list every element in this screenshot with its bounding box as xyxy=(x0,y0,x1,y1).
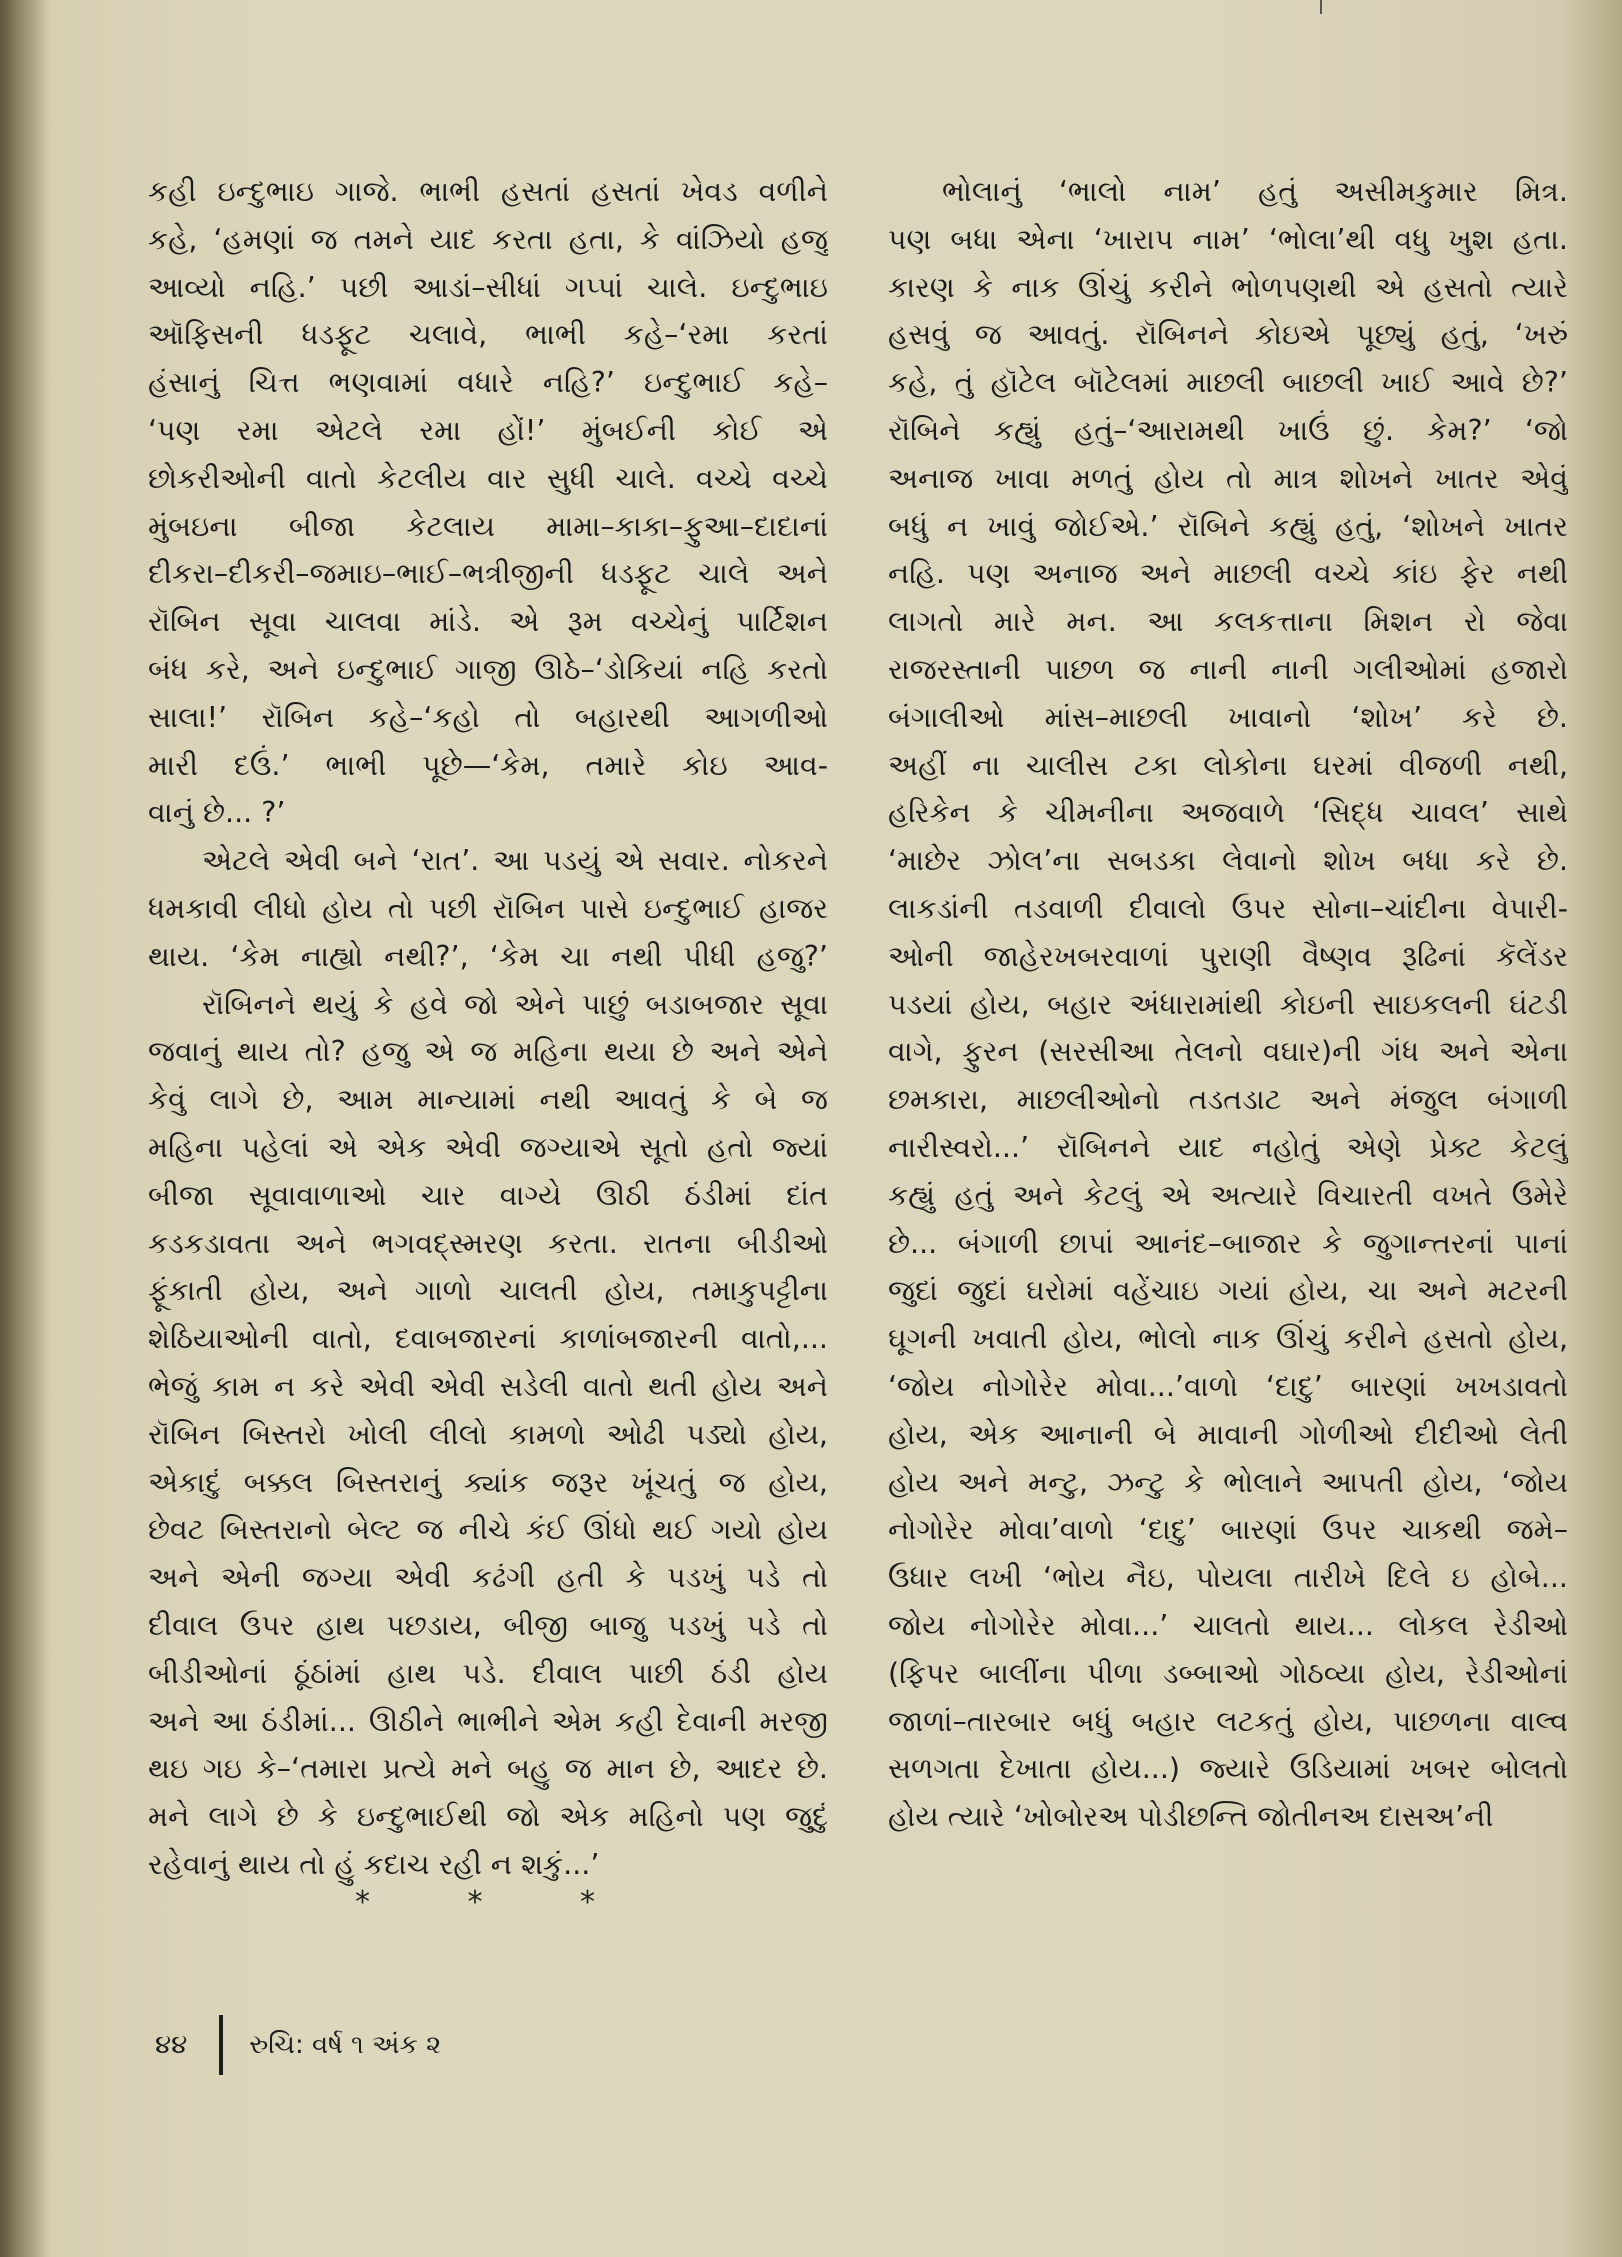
text-line: ભેજું કામ ન કરે એવી એવી સડેલી વાતો થતી હોય અને xyxy=(148,1369,828,1403)
text-line: એટલે એવી બને ‘રાત’. આ પડયું એ સવાર. નોકરને xyxy=(202,844,828,878)
text-line: કહે, તું હૉટેલ બૉટેલમાં માછલી બાછલી ખાઈ આવે છે?’ xyxy=(888,366,1568,400)
text-line: આવ્યો નહિ.’ પછી આડાં–સીધાં ગપ્પાં ચાલે. ઇન્દુભાઇ xyxy=(148,270,828,304)
text-line: રાજરસ્તાની પાછળ જ નાની નાની ગલીઓમાં હજારો xyxy=(888,652,1568,686)
text-line: મહિના પહેલાં એ એક એવી જગ્યાએ સૂતો હતો જ્યાં xyxy=(148,1130,828,1164)
text-line: નારીસ્વરો...’ રૉબિનને યાદ નહોતું એણે પ્રેક્ટ કેટલું xyxy=(888,1130,1568,1164)
text-line: ફૂંકાતી હોય, અને ગાળો ચાલતી હોય, તમાકુપટ્ટીના xyxy=(148,1274,828,1308)
right-text-column xyxy=(888,168,1568,1841)
text-line: હરિકેન કે ચીમનીના અજવાળે ‘સિદ્ધ ચાવલ’ સાથે xyxy=(888,796,1568,830)
text-line: લાગતો મારે મન. આ કલકત્તાના મિશન રો જેવા xyxy=(888,605,1568,639)
text-line: કડકડાવતા અને ભગવદ્સ્મરણ કરતા. રાતના બીડીઓ xyxy=(148,1226,828,1260)
text-line: ‘પણ રમા એટલે રમા હોં!’ મુંબઈની કોઈ એ xyxy=(148,413,828,447)
text-line: અને આ ઠંડીમાં... ઊઠીને ભાભીને એમ કહી દેવાની મરજી xyxy=(148,1704,828,1738)
text-line: અનાજ ખાવા મળતું હોય તો માત્ર શોખને ખાતર એવું xyxy=(888,461,1568,495)
text-line: જાળાં–તારબાર બધું બહાર લટકતું હોય, પાછળના વાલ્વ xyxy=(888,1704,1568,1738)
page-number: ૪૪ xyxy=(155,2029,188,2060)
text-line: છોકરીઓની વાતો કેટલીય વાર સુધી ચાલે. વચ્ચે વચ્ચે xyxy=(148,461,828,495)
text-line: રૉબિન બિસ્તરો ખોલી લીલો કામળો ઓઢી પડ્યો હોય, xyxy=(148,1417,828,1451)
text-line: જોય નોગોરેર મોવા...’ ચાલતો થાય... લોકલ રેડીઓ xyxy=(888,1608,1568,1642)
text-line: હોય, એક આનાની બે માવાની ગોળીઓ દીદીઓ લેતી xyxy=(888,1417,1568,1451)
text-line: લાકડાંની તડવાળી દીવાલો ઉપર સોના–ચાંદીના વેપારી- xyxy=(888,891,1568,925)
text-line: કેવું લાગે છે, આમ માન્યામાં નથી આવતું કે બે જ xyxy=(148,1083,828,1117)
text-line: એકાદું બક્કલ બિસ્તરાનું ક્યાંક જરૂર ખૂંચતું જ હોય, xyxy=(148,1465,828,1499)
text-line: બધું ન ખાવું જોઈએ.’ રૉબિને કહ્યું હતું, ‘શોખને ખાતર xyxy=(888,509,1568,543)
text-line: દીકરા–દીકરી–જમાઇ–ભાઈ–ભત્રીજીની ધડફૂટ ચાલે અને xyxy=(148,557,828,591)
text-line: હોય ત્યારે ‘ખોબોરઅ પોડીછન્તિ જોતીનઅ દાસઅ’ની xyxy=(888,1800,1494,1834)
text-line: થઇ ગઇ કે–‘તમારા પ્રત્યે મને બહુ જ માન છે, આદર છે. xyxy=(148,1752,828,1786)
text-line: પડયાં હોય, બહાર અંધારામાંથી કોઇની સાઇકલની ઘંટડી xyxy=(888,987,1568,1021)
text-line: રહેવાનું થાય તો હું કદાચ રહી ન શકું...’ xyxy=(148,1847,600,1881)
text-line: છે... બંગાળી છાપાં આનંદ–બાજાર કે જુગાન્તરનાં પાનાં xyxy=(888,1226,1568,1260)
text-line: છમકારા, માછલીઓનો તડતડાટ અને મંજુલ બંગાળી xyxy=(888,1083,1568,1117)
text-line: મારી દઉં.’ ભાભી પૂછે—‘કેમ, તમારે કોઇ આવ- xyxy=(148,748,828,782)
text-line: કહે, ‘હમણાં જ તમને યાદ કરતા હતા, કે વાંઝિયો હજુ xyxy=(148,222,828,256)
text-line: બીડીઓનાં ઠૂંઠાંમાં હાથ પડે. દીવાલ પાછી ઠંડી હોય xyxy=(148,1656,828,1690)
text-line: મુંબઇના બીજા કેટલાય મામા–કાકા–ફુઆ–દાદાનાં xyxy=(148,509,828,543)
footer-divider xyxy=(219,2015,223,2075)
text-line: ‘માછેર ઝોલ’ના સબડકા લેવાનો શોખ બધા કરે છે. xyxy=(888,844,1568,878)
text-line: બીજા સૂવાવાળાઓ ચાર વાગ્યે ઊઠી ઠંડીમાં દાંત xyxy=(148,1178,828,1212)
left-text-column xyxy=(148,168,828,1889)
text-line: ધમકાવી લીધો હોય તો પછી રૉબિન પાસે ઇન્દુભાઈ હાજર xyxy=(148,891,828,925)
text-line: વાગે, ફુરન (સરસીઆ તેલનો વઘાર)ની ગંધ અને એના xyxy=(888,1035,1568,1069)
text-line: અને એની જગ્યા એવી કઢંગી હતી કે પડખું પડે તો xyxy=(148,1561,828,1595)
text-line: કહ્યું હતું અને કેટલું એ અત્યારે વિચારતી વખતે ઉમેરે xyxy=(888,1178,1568,1212)
text-line: પણ બધા એના ‘ખારાપ નામ’ ‘ભોલા’થી વધુ ખુશ હતા. xyxy=(888,222,1568,256)
text-line: થાય. ‘કેમ નાહ્યો નથી?’, ‘કેમ ચા નથી પીધી હજુ?’ xyxy=(148,939,828,973)
text-line: ઉધાર લખી ‘ભોય નૈઇ, પોયલા તારીખે દિલે ઇ હોબે... xyxy=(888,1561,1568,1595)
text-line: નહિ. પણ અનાજ અને માછલી વચ્ચે કાંઇ ફેર નથી xyxy=(888,557,1568,591)
text-line: રૉબિનને થયું કે હવે જો એને પાછું બડાબજાર સૂવા xyxy=(202,987,828,1021)
separator-star: * xyxy=(355,1885,370,1920)
text-line: બંગાલીઓ માંસ–માછલી ખાવાનો ‘શોખ’ કરે છે. xyxy=(888,700,1568,734)
text-line: રૉબિન સૂવા ચાલવા માંડે. એ રૂમ વચ્ચેનું પાર્ટિશન xyxy=(148,605,828,639)
text-line: મને લાગે છે કે ઇન્દુભાઈથી જો એક મહિનો પણ જુદું xyxy=(148,1800,828,1834)
separator-star: * xyxy=(580,1885,595,1920)
text-line: દીવાલ ઉપર હાથ પછડાય, બીજી બાજુ પડખું પડે તો xyxy=(148,1608,828,1642)
separator-star: * xyxy=(467,1885,483,1920)
text-line: કહી ઇન્દુભાઇ ગાજે. ભાભી હસતાં હસતાં ખેવડ વળીને xyxy=(148,175,828,208)
text-line: હસવું જ આવતું. રૉબિનને કોઇએ પૂછ્યું હતું, ‘ખરું xyxy=(888,318,1568,352)
text-line: બંધ કરે, અને ઇન્દુભાઈ ગાજી ઊઠે–‘ડોકિયાં નહિ કરતો xyxy=(148,652,828,686)
text-line: ઓની જાહેરખબરવાળાં પુરાણી વૈષ્ણવ રૂઢિનાં કૅલેંડર xyxy=(888,939,1568,973)
text-line: સળગતા દેખાતા હોય...) જ્યારે ઉડિયામાં ખબર બોલતો xyxy=(888,1752,1568,1786)
text-line: (ફિપર બાલીંના પીળા ડબ્બાઓ ગોઠવ્યા હોય, રેડીઓનાં xyxy=(888,1656,1568,1690)
text-line: રૉબિને કહ્યું હતું–‘આરામથી ખાઉં છું. કેમ?’ ‘જો xyxy=(888,413,1568,447)
text-line: ભોલાનું ‘ભાલો નામ’ હતું અસીમકુમાર મિત્ર. xyxy=(942,175,1568,208)
text-line: ઑફિસની ધડફૂટ ચલાવે, ભાભી કહે–‘રમા કરતાં xyxy=(148,318,828,352)
text-line: છેવટ બિસ્તરાનો બેલ્ટ જ નીચે કંઈ ઊંધો થઈ ગયો હોય xyxy=(148,1513,828,1547)
publication-info: રુચિ: વર્ષ ૧ અંક ૨ xyxy=(249,2029,442,2060)
text-line: વાનું છે... ?’ xyxy=(148,796,286,830)
text-line: ઘૂગની ખવાતી હોય, ભોલો નાક ઊંચું કરીને હસતો હોય, xyxy=(888,1322,1568,1356)
text-line: હોય અને મન્ટુ, ઝન્ટુ કે ભોલાને આપતી હોય, ‘જોય xyxy=(888,1465,1568,1499)
page-footer xyxy=(155,2015,441,2075)
page-edge-mark xyxy=(1320,0,1322,14)
text-line: કારણ કે નાક ઊંચું કરીને ભોળપણથી એ હસતો ત્યારે xyxy=(888,270,1568,304)
text-line: શેઠિયાઓની વાતો, દવાબજારનાં કાળાંબજારની વાતો,... xyxy=(148,1322,828,1356)
text-line: જુદાં જુદાં ઘરોમાં વહેંચાઇ ગયાં હોય, ચા અને મટરની xyxy=(888,1274,1568,1308)
text-line: ‘જોય નોગોરેર મોવા...’વાળો ‘દાદુ’ બારણાં ખખડાવતો xyxy=(888,1369,1568,1403)
text-line: સાલા!’ રૉબિન કહે–‘કહો તો બહારથી આગળીઓ xyxy=(148,700,828,734)
text-line: હંસાનું ચિત્ત ભણવામાં વધારે નહિ?’ ઇન્દુભાઈ કહે– xyxy=(148,366,828,400)
text-line: જવાનું થાય તો? હજુ એ જ મહિના થયા છે અને એને xyxy=(148,1035,828,1069)
text-line: અહીં ના ચાલીસ ટકા લોકોના ઘરમાં વીજળી નથી, xyxy=(888,748,1568,782)
text-line: નોગોરેર મોવા’વાળો ‘દાદુ’ બારણાં ઉપર ચાકથી જમે– xyxy=(888,1513,1568,1547)
section-separator xyxy=(355,1885,595,1920)
